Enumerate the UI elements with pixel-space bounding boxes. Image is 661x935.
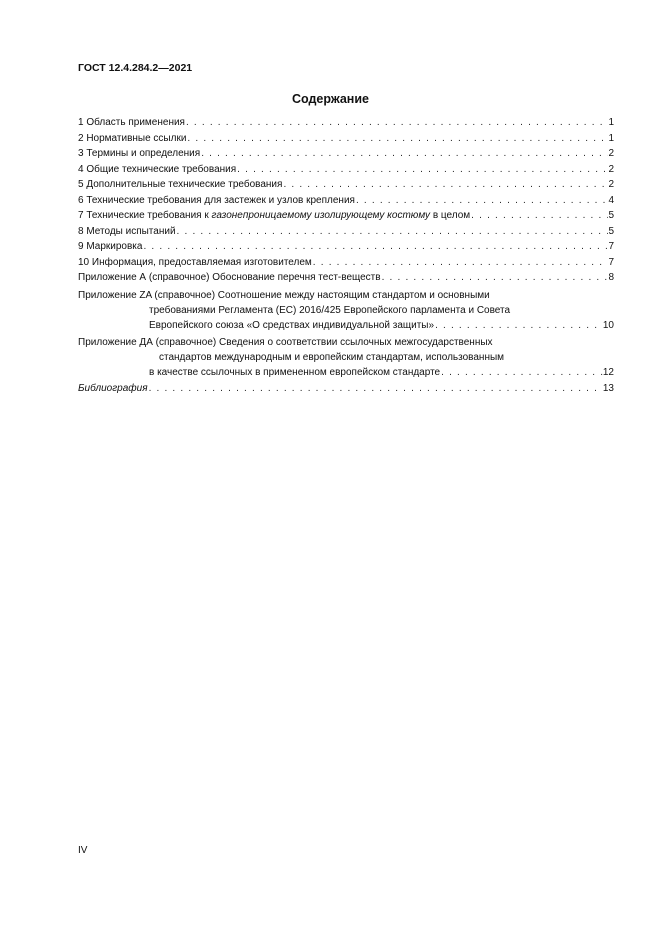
page-number: IV: [78, 845, 88, 856]
toc-entry-manufacturer-info[interactable]: [78, 255, 614, 271]
toc-entry-label: 4 Общие технические требования: [78, 163, 237, 175]
toc-entry-normative-refs[interactable]: [78, 131, 614, 147]
dot-leader: [381, 270, 609, 286]
toc-entry-page: 8: [608, 272, 614, 283]
dot-leader: [186, 131, 608, 147]
toc-entry-page: 1: [608, 117, 614, 128]
toc-label-italic: Библиография: [78, 382, 148, 394]
toc-entry-label: 10 Информация, предоставляемая изготовителем: [78, 256, 312, 268]
toc-title: Содержание: [291, 92, 369, 106]
toc-entry-annex-za[interactable]: [78, 288, 614, 334]
toc-entry-additional-requirements[interactable]: [78, 177, 614, 193]
toc-entry-label: Приложение А (справочное) Обоснование перечня тест-веществ: [78, 272, 381, 283]
toc-entry-label: 2 Нормативные ссылки: [78, 132, 187, 144]
toc-entry-page: 4: [608, 194, 614, 206]
toc-entry-last-line: [78, 365, 614, 381]
toc-entry-general-requirements[interactable]: [78, 162, 614, 178]
toc-entry-page: 10: [602, 319, 614, 331]
dot-leader: [440, 365, 603, 381]
toc-entry-label: 3 Термины и определения: [78, 148, 201, 159]
toc-entry-line: Приложение ZA (справочное) Соотношение между настоящим стандартом и основными: [78, 289, 490, 301]
toc-entry-fasteners[interactable]: [78, 193, 614, 209]
dot-leader: [312, 255, 609, 271]
toc-entry-page: 2: [608, 148, 614, 159]
toc-entry-page: 12: [602, 367, 614, 378]
dot-leader: [176, 224, 609, 240]
toc-entry-page: 5: [608, 225, 614, 237]
dot-leader: [355, 193, 608, 209]
toc-entry-label: [78, 208, 470, 224]
toc-entry-label: 1 Область применения: [78, 117, 185, 128]
toc-entry-page: 2: [608, 179, 614, 190]
dot-leader: [236, 162, 608, 178]
toc-label-part: 7 Технические требования к: [78, 210, 212, 221]
toc-entry-label: в качестве ссылочных в примененном европейском стандарте: [149, 367, 441, 378]
toc-entry-label: 8 Методы испытаний: [78, 225, 176, 237]
toc-entry-label: 6 Технические требования для застежек и узлов крепления: [78, 194, 355, 206]
document-code: ГОСТ 12.4.284.2—2021: [78, 62, 193, 74]
toc-entry-label: 9 Маркировка: [78, 241, 143, 252]
toc-label-italic: газонепроницаемому изолирующему костюму: [211, 210, 431, 221]
toc-entry-line: Приложение ДА (справочное) Сведения о соответствии ссылочных межгосударственных: [78, 337, 493, 348]
toc-entry-line: требованиями Регламента (ЕС) 2016/425 Европейского парламента и Совета: [149, 304, 511, 316]
toc-entry-marking[interactable]: [78, 239, 614, 255]
toc-entry-test-methods[interactable]: [78, 224, 614, 240]
toc-entry-scope[interactable]: [78, 115, 614, 131]
dot-leader: [470, 208, 608, 224]
toc-entry-page: 7: [608, 241, 614, 252]
toc-entry-page: 2: [608, 163, 614, 175]
toc-entry-terms[interactable]: [78, 146, 614, 162]
toc-entry-label: [78, 381, 148, 397]
toc-entry-label: 5 Дополнительные технические требования: [78, 179, 283, 190]
toc-entry-page: 13: [602, 382, 614, 394]
toc-label-part: в целом: [430, 210, 471, 221]
toc-entry-annex-da[interactable]: [78, 335, 614, 381]
toc-entry-annex-a[interactable]: [78, 270, 614, 286]
toc-entry-page: 1: [608, 132, 614, 144]
toc-entry-page: 7: [608, 256, 614, 268]
table-of-contents: [78, 115, 614, 396]
toc-entry-line: стандартов международным и европейским стандартам, использованным: [159, 352, 505, 363]
dot-leader: [200, 146, 608, 162]
dot-leader: [185, 115, 608, 131]
toc-entry-suit-requirements[interactable]: [78, 208, 614, 224]
toc-entry-label: Европейского союза «О средствах индивидуальной защиты»: [149, 319, 435, 331]
dot-leader: [142, 239, 608, 255]
dot-leader: [434, 318, 603, 334]
toc-entry-bibliography[interactable]: [78, 381, 614, 397]
toc-entry-last-line: [78, 318, 614, 334]
toc-entry-page: 5: [608, 210, 614, 221]
dot-leader: [148, 381, 603, 397]
dot-leader: [282, 177, 608, 193]
